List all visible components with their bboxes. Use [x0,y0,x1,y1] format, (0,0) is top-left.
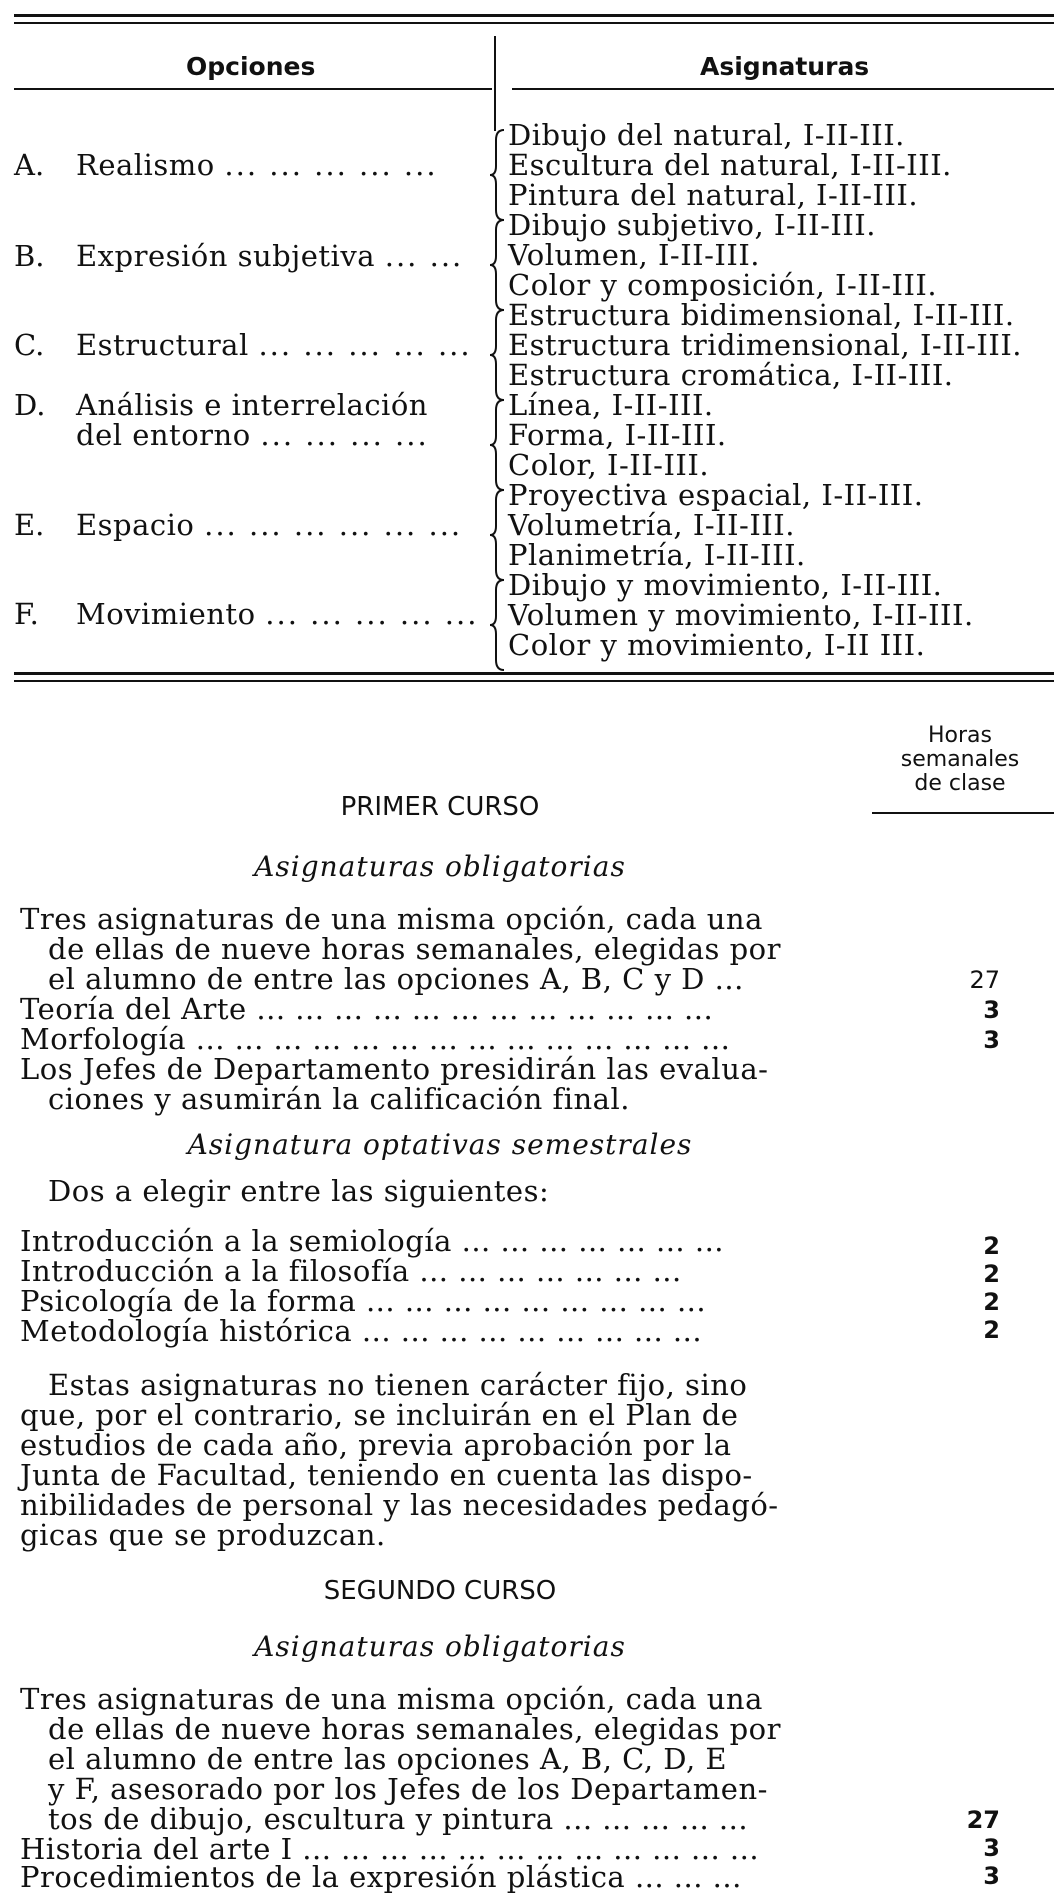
segundo-curso-title: SEGUNDO CURSO [323,1576,557,1606]
hours-header-line: Horas [928,723,992,748]
primer-curso-title: PRIMER CURSO [340,792,540,822]
text-line: Tres asignaturas de una misma opción, cada una [20,902,763,936]
option-name [76,597,478,631]
text-line: el alumno de entre las opciones A, B, C, D, E [48,1742,728,1776]
header-options: Opciones [186,52,316,81]
hours-value: 2 [983,1260,1000,1288]
subject-line: Estructura cromática, I-II-III. [508,358,954,392]
brace-icon [490,128,506,222]
option-name-text: Movimiento [76,597,256,631]
brace-icon [490,218,506,312]
leader-dots: ... ... ... ... ... ... [204,508,463,542]
subject-line: Dibujo y movimiento, I-II-III. [508,568,943,602]
brace-icon [490,578,506,672]
text-line: tos de dibujo, escultura y pintura ... ... ... ... ... [48,1802,749,1836]
subject-line: Escultura del natural, I-II-III. [508,148,952,182]
subject-line: Volumetría, I-II-III. [508,508,795,542]
option-name-text: Espacio [76,508,195,542]
text-line: que, por el contrario, se incluirán en el Plan de [20,1398,739,1432]
optativas-title: Asignatura optativas semestrales [187,1128,693,1161]
option-name: Análisis e interrelación [76,388,428,422]
subject-line: Estructura bidimensional, I-II-III. [508,298,1015,332]
hours-header-line: de clase [914,771,1006,796]
obligatorias-title: Asignaturas obligatorias [254,850,626,883]
subject-line: Pintura del natural, I-II-III. [508,178,919,212]
optativa-item: Introducción a la filosofía ... ... ... ... ... ... ... [20,1254,682,1288]
leader-dots: ... ... ... ... ... [258,328,472,362]
subject-line: Volumen, I-II-III. [508,238,761,272]
text-line: ciones y asumirán la calificación final. [48,1082,630,1116]
subject-line: Estructura tridimensional, I-II-III. [508,328,1023,362]
text-line: estudios de cada año, previa aprobación por la [20,1428,732,1462]
option-name [76,508,462,542]
option-name-continued [76,418,429,452]
text-line: de ellas de nueve horas semanales, elegidas por [48,1712,781,1746]
option-letter: A. [14,148,45,182]
hours-value: 3 [983,1862,1000,1890]
subject-line: Color y composición, I-II-III. [508,268,938,302]
hours-value: 2 [983,1232,1000,1260]
option-name [76,148,438,182]
option-letter: D. [14,388,46,422]
option-name-text: Expresión subjetiva [76,239,376,273]
leader-dots: ... ... [384,239,464,273]
subject-line: Planimetría, I-II-III. [508,538,806,572]
text-line: de ellas de nueve horas semanales, elegidas por [48,932,781,966]
subject-line: Proyectiva espacial, I-II-III. [508,478,924,512]
hours-value: 2 [983,1316,1000,1344]
text-line: Morfología ... ... ... ... ... ... ... ... ... ... ... ... ... ... [20,1022,731,1056]
hours-header-line: semanales [900,747,1020,772]
text-line: gicas que se produzcan. [20,1518,386,1552]
option-letter: B. [14,239,45,273]
text-line: Dos a elegir entre las siguientes: [48,1174,550,1208]
top-rule [14,14,1054,17]
subject-line: Color y movimiento, I-II III. [508,628,926,662]
subject-line: Dibujo del natural, I-II-III. [508,118,905,152]
optativa-item: Introducción a la semiología ... ... ... ... ... ... ... [20,1224,725,1258]
option-name [76,239,463,273]
option-letter: E. [14,508,45,542]
text-line: Los Jefes de Departamento presidirán las evalua- [20,1052,769,1086]
leader-dots: ... ... ... ... ... [224,148,438,182]
subject-line: Forma, I-II-III. [508,418,727,452]
text-line: y F, asesorado por los Jefes de los Departamen- [48,1772,768,1806]
subject-line: Dibujo subjetivo, I-II-III. [508,208,876,242]
option-letter: F. [14,597,39,631]
hours-header [870,724,1050,796]
subject-line: Línea, I-II-III. [508,388,714,422]
hours-value: 3 [983,996,1000,1024]
optativa-item: Psicología de la forma ... ... ... ... ... ... ... ... ... [20,1284,707,1318]
hours-value: 2 [983,1288,1000,1316]
top-rule-2 [14,22,1054,24]
text-line: Teoría del Arte ... ... ... ... ... ... ... ... ... ... ... ... [20,992,714,1026]
brace-icon [490,488,506,582]
leader-dots: ... ... ... ... [260,418,429,452]
text-line: Tres asignaturas de una misma opción, cada una [20,1682,763,1716]
header-divider [494,36,496,131]
option-name-text: del entorno [76,418,251,452]
hours-value: 3 [983,1026,1000,1054]
bottom-rule-2 [14,680,1054,682]
text-line-content: Procedimientos de la expresión plástica ... ... ... [20,1860,742,1894]
bottom-rule [14,672,1054,675]
hours-value: 3 [983,1834,1000,1862]
subject-line: Volumen y movimiento, I-II-III. [508,598,974,632]
brace-icon [490,308,506,402]
option-letter: C. [14,328,45,362]
header-subjects: Asignaturas [700,52,870,81]
brace-icon [490,398,506,492]
subject-line: Color, I-II-III. [508,448,710,482]
text-line [20,1860,850,1894]
option-name-text: Estructural [76,328,249,362]
text-line: el alumno de entre las opciones A, B, C y D ... [48,962,744,996]
hours-header-rule [872,812,1054,814]
text-line: nibilidades de personal y las necesidades pedagó- [20,1488,779,1522]
optativa-item: Metodología histórica ... ... ... ... ... ... ... ... ... [20,1314,703,1348]
text-line: Junta de Facultad, teniendo en cuenta las dispo- [20,1458,753,1492]
text-line: Historia del arte I ... ... ... ... ... ... ... ... ... ... ... ... [20,1832,760,1866]
obligatorias-title: Asignaturas obligatorias [254,1630,626,1663]
hours-value: 27 [969,966,1000,994]
hours-value: 27 [966,1806,1000,1834]
leader-dots: ... ... ... ... ... [265,597,479,631]
option-name [76,328,472,362]
header-underline-left [14,88,492,90]
option-name-text: Realismo [76,148,215,182]
text-line: Estas asignaturas no tienen carácter fijo, sino [48,1368,748,1402]
header-underline-right [512,88,1054,90]
